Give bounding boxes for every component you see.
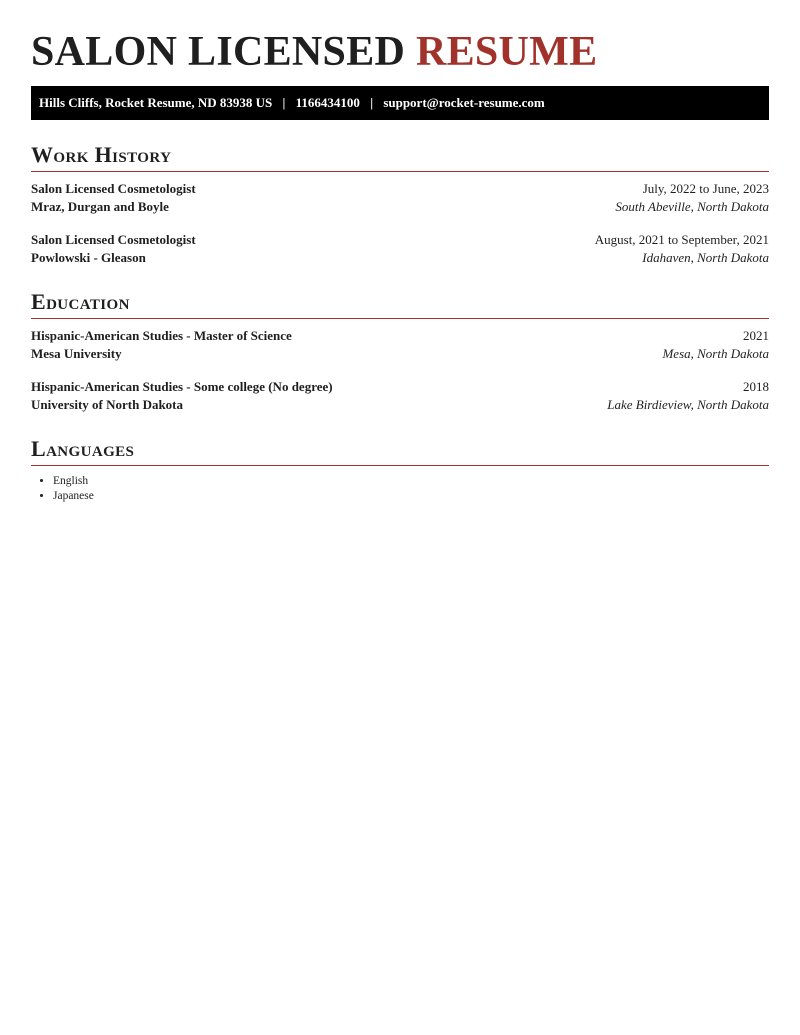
contact-separator: | <box>370 95 374 110</box>
employer-name: Powlowski - Gleason <box>31 250 146 265</box>
contact-bar <box>31 86 769 120</box>
page-title <box>31 0 769 86</box>
employer-name: Mraz, Durgan and Boyle <box>31 199 169 214</box>
title-accent: RESUME <box>415 29 598 75</box>
language-item: • English <box>53 474 769 489</box>
school-name: Mesa University <box>31 346 122 361</box>
degree-title: Hispanic-American Studies - Master of Science <box>31 328 292 343</box>
school-location: Mesa, North Dakota <box>662 346 769 361</box>
degree-title: Hispanic-American Studies - Some college (No degree) <box>31 379 333 394</box>
work-entry <box>31 231 769 267</box>
graduation-year: 2021 <box>743 328 769 343</box>
education-heading: Education <box>31 289 769 319</box>
job-title: Salon Licensed Cosmetologist <box>31 181 196 196</box>
languages-heading: Languages <box>31 436 769 466</box>
education-entry <box>31 378 769 414</box>
languages-list <box>31 474 769 504</box>
job-title: Salon Licensed Cosmetologist <box>31 232 196 247</box>
job-location: South Abeville, North Dakota <box>615 199 769 214</box>
language-item: • Japanese <box>53 489 769 504</box>
school-name: University of North Dakota <box>31 397 184 412</box>
title-main: SALON LICENSED <box>31 29 406 75</box>
education-list <box>31 319 769 414</box>
contact-separator: | <box>282 95 286 110</box>
contact-email: support@rocket-resume.com <box>383 95 545 110</box>
job-dates: August, 2021 to September, 2021 <box>594 232 769 247</box>
education-entry <box>31 327 769 363</box>
job-dates: July, 2022 to June, 2023 <box>642 181 769 196</box>
graduation-year: 2018 <box>743 379 769 394</box>
job-location: Idahaven, North Dakota <box>642 250 769 265</box>
work-history-heading: Work History <box>31 142 769 172</box>
work-entry <box>31 180 769 216</box>
contact-address: Hills Cliffs, Rocket Resume, ND 83938 US <box>39 95 273 110</box>
work-history-list <box>31 172 769 267</box>
school-location: Lake Birdieview, North Dakota <box>607 397 769 412</box>
contact-phone: 1166434100 <box>295 95 360 110</box>
